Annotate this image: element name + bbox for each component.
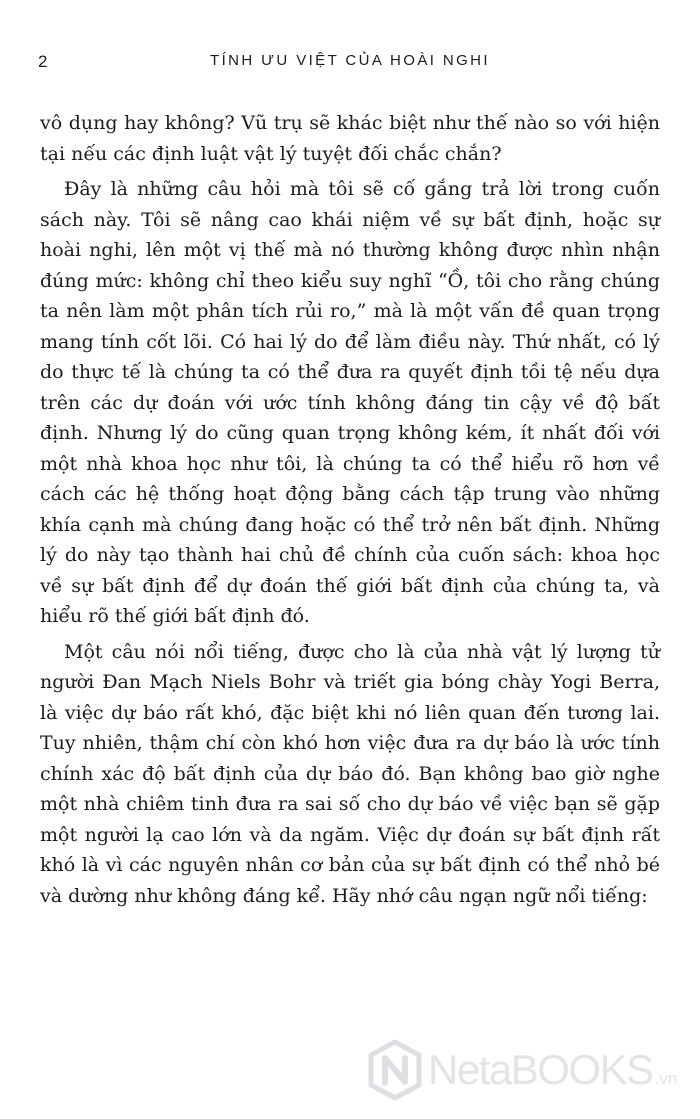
neta-n-hexagon-icon xyxy=(366,1039,424,1101)
watermark xyxy=(366,1034,686,1106)
paragraph: Một câu nói nổi tiếng, được cho là của nhà vật lý lượng tử người Đan Mạch Niels Bohr và triết gia bóng chày Yogi Berra, là việc dự báo rất khó, đặc biệt khi nó liên quan đến tương lai. Tuy nhiên, thậm chí còn khó hơn việc đưa ra dự báo là ước tính chính xác độ bất định của dự báo đó. Bạn không bao giờ nghe một nhà chiêm tinh đưa ra sai số cho dự báo về việc bạn sẽ gặp một người lạ cao lớn và da ngăm. Việc dự đoán sự bất định rất khó là vì các nguyên nhân cơ bản của sự bất định có thể nhỏ bé và dường như không đáng kể. Hãy nhớ câu ngạn ngữ nổi tiếng: xyxy=(40,640,660,907)
page-number: 2 xyxy=(38,52,48,71)
watermark-tld: .vn xyxy=(654,1069,678,1088)
paragraph: Đây là những câu hỏi mà tôi sẽ cố gắng trả lời trong cuốn sách này. Tôi sẽ nâng cao khái niệm về sự bất định, hoặc sự hoài nghi, lên một vị thế mà nó thường không được nhìn nhận đúng mức: không chỉ theo kiểu suy nghĩ “Ồ, tôi cho rằng chúng ta nên làm một phân tích rủi ro,” mà là một vấn đề quan trọng mang tính cốt lõi. Có hai lý do để làm điều này. Thứ nhất, có lý do thực tế là chúng ta có thể đưa ra quyết định tồi tệ nếu dựa trên các dự đoán với ước tính không đáng tin cậy về độ bất định. Nhưng lý do cũng quan trọng không kém, ít nhất đối với một nhà khoa học như tôi, là chúng ta có thể hiểu rõ hơn về cách các hệ thống hoạt động bằng cách tập trung vào những khía cạnh mà chúng đang hoặc có thể trở nên bất định. Những lý do này tạo thành hai chủ đề chính của cuốn sách: khoa học về sự bất định để dự đoán thế giới bất định của chúng ta, và hiểu rõ thế giới bất định đó. xyxy=(40,178,660,627)
body-text xyxy=(40,108,660,911)
paragraph-continued: vô dụng hay không? Vũ trụ sẽ khác biệt như thế nào so với hiện tại nếu các định luật vật lý tuyệt đối chắc chắn? xyxy=(40,112,660,165)
running-header-title: TÍNH ƯU VIỆT CỦA HOÀI NGHI xyxy=(210,52,490,69)
watermark-brand: NetaBOOKS xyxy=(428,1046,653,1093)
watermark-text xyxy=(428,1046,677,1094)
